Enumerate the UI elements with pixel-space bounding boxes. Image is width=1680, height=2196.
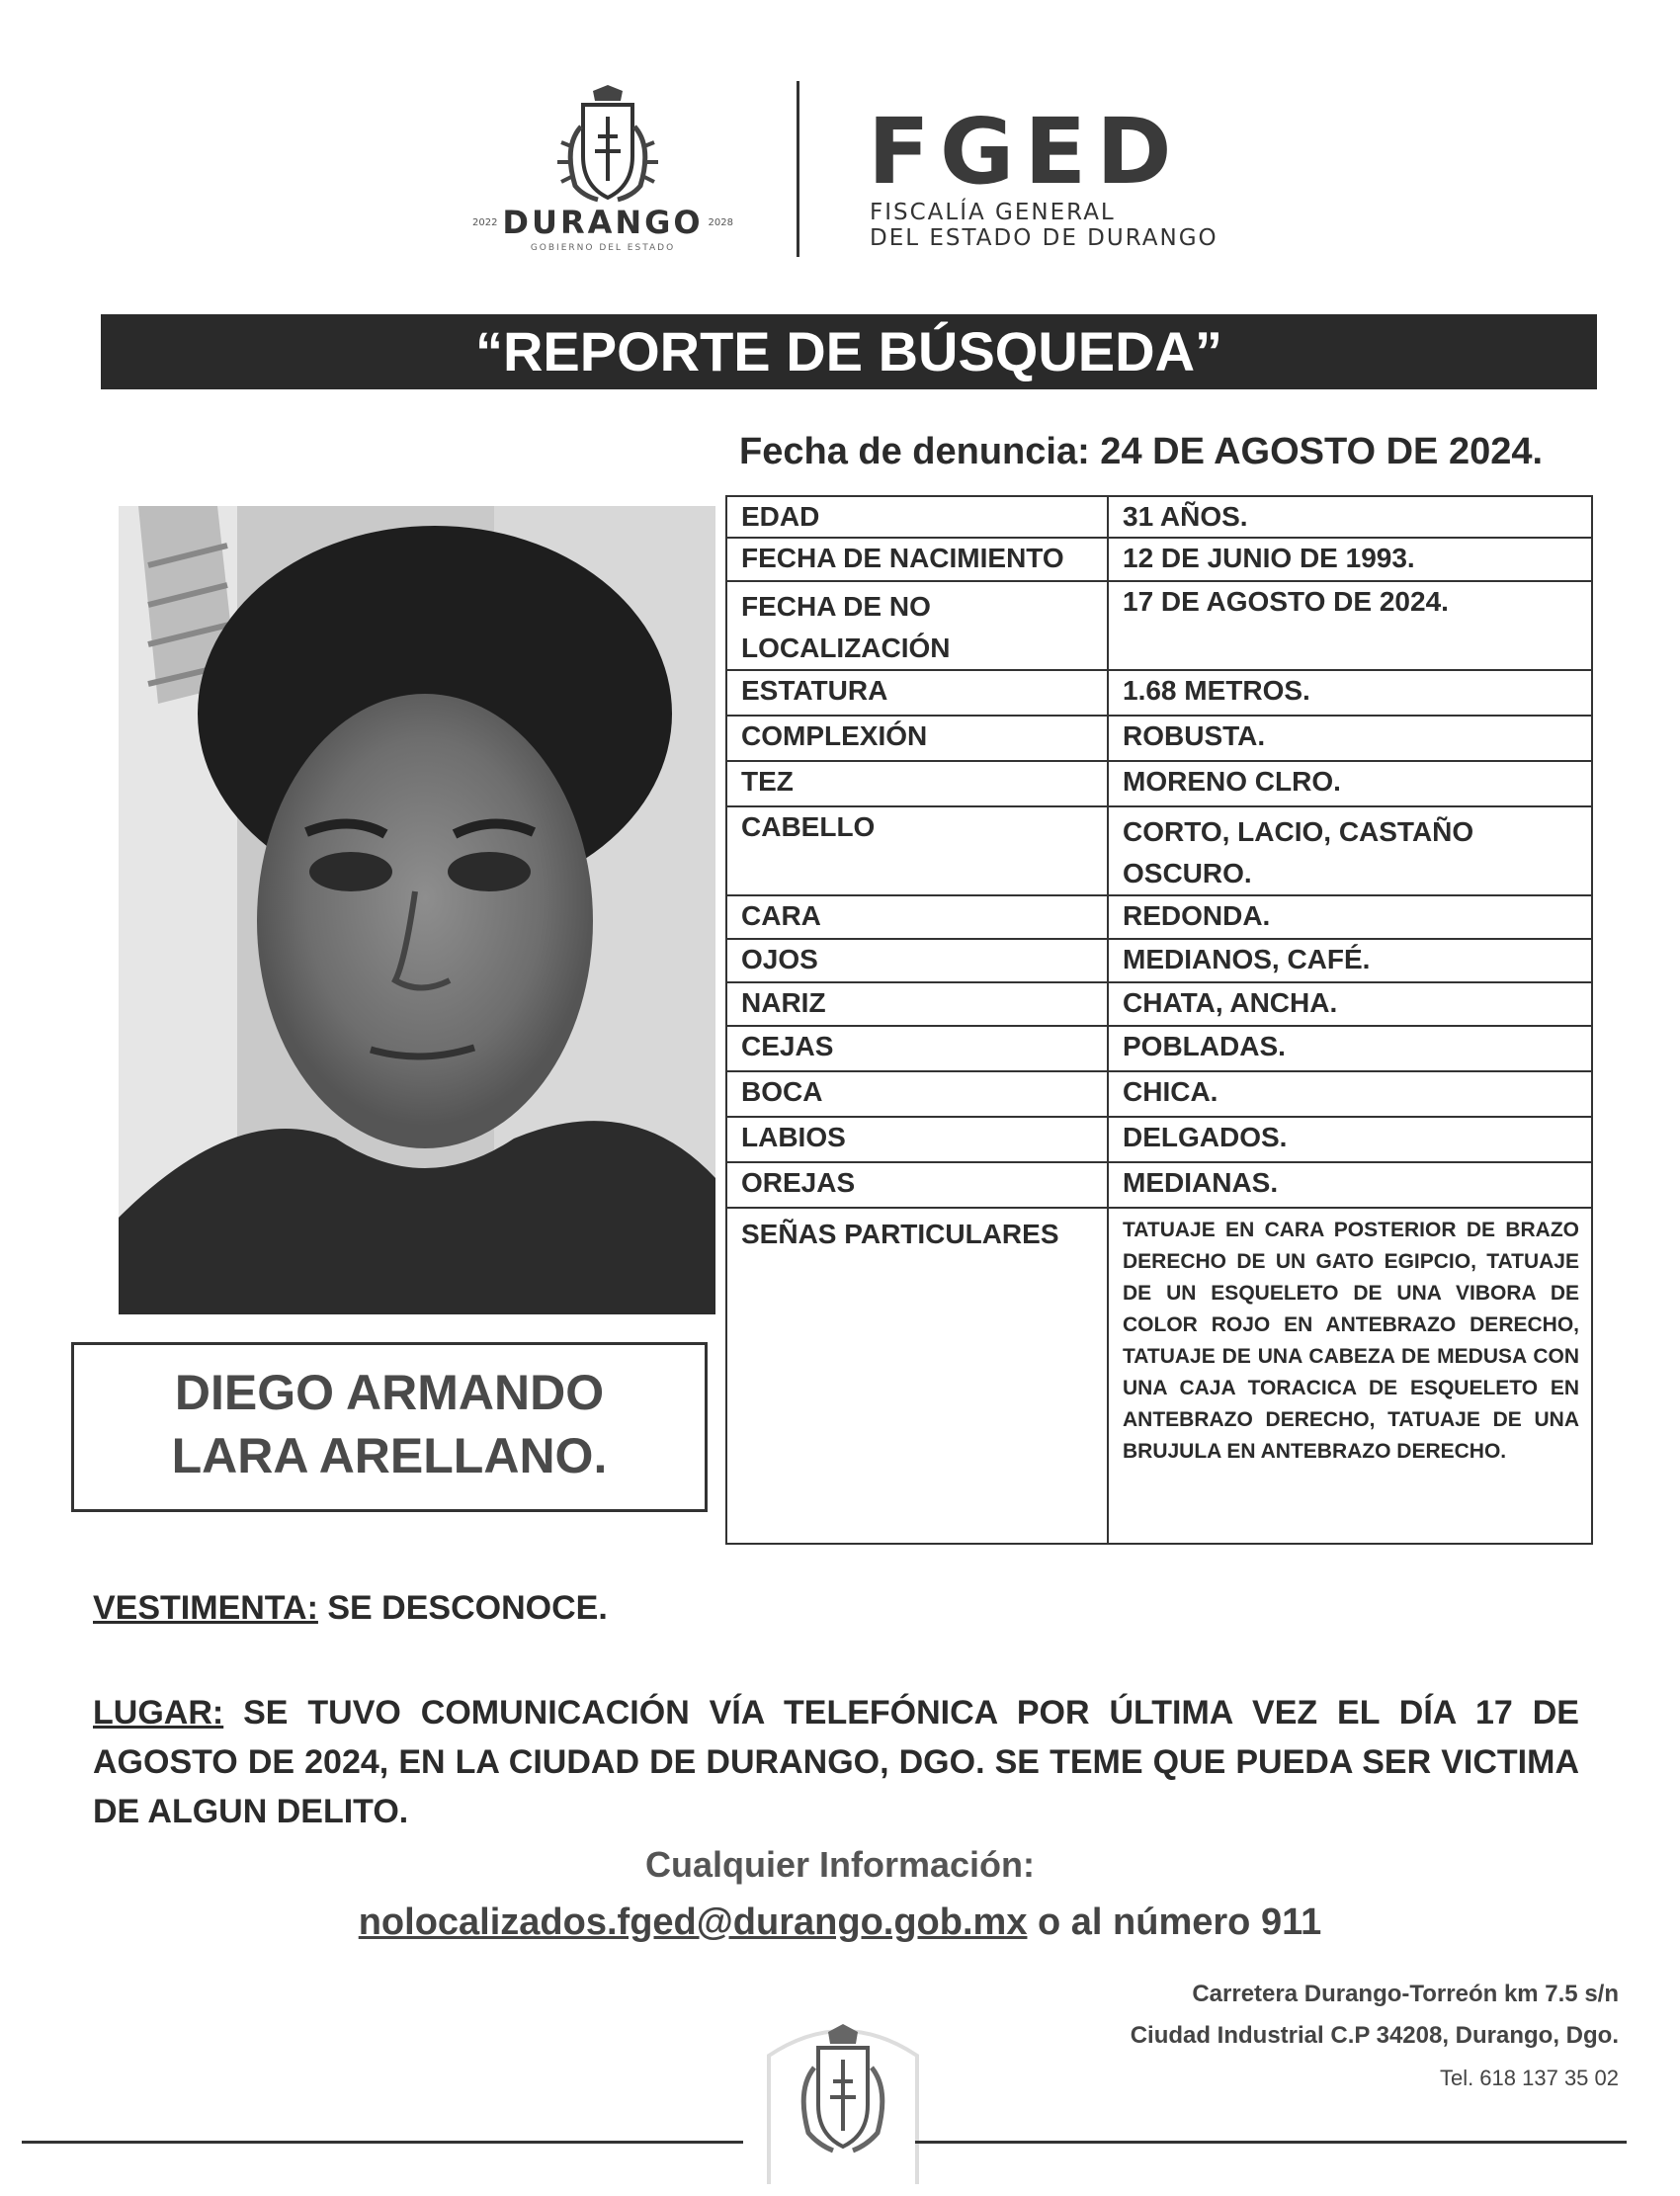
detail-label: CABELLO [726,806,1108,895]
fged-title: FGED [868,99,1182,205]
detail-label: BOCA [726,1071,1108,1117]
detail-label: CEJAS [726,1026,1108,1071]
footer-rule-right [915,2141,1627,2144]
header-divider [797,81,799,257]
detail-value: MORENO CLRO. [1108,761,1592,806]
table-row [726,538,1592,581]
detail-value: 1.68 METROS. [1108,670,1592,716]
state-coat-of-arms-icon [553,77,662,206]
report-title-banner: “REPORTE DE BÚSQUEDA” [101,314,1597,389]
address-line2: Ciudad Industrial C.P 34208, Durango, Dgo. [1130,2022,1619,2049]
detail-label: NARIZ [726,982,1108,1026]
detail-label: FECHA DE NACIMIENTO [726,538,1108,581]
person-name-line1: DIEGO ARMANDO [174,1365,605,1420]
table-row [726,982,1592,1026]
clothing-label: VESTIMENTA: [93,1589,318,1627]
table-row [726,496,1592,538]
state-coat-of-arms-icon [739,1986,947,2184]
logo-word: DURANGO [502,204,704,241]
detail-value: DELGADOS. [1108,1117,1592,1162]
logo-year-right: 2028 [708,217,733,228]
table-row [726,1162,1592,1208]
table-row [726,761,1592,806]
table-row [726,939,1592,982]
clothing-text: SE DESCONOCE. [317,1589,608,1627]
logo-subtitle: GOBIERNO DEL ESTADO [530,243,676,253]
detail-value: CHATA, ANCHA. [1108,982,1592,1026]
detail-label: OREJAS [726,1162,1108,1208]
detail-value: TATUAJE EN CARA POSTERIOR DE BRAZO DERECHO DE UN GATO EGIPCIO, TATUAJE DE UN ESQUELETO DE UNA VIBORA DE COLOR ROJO EN ANTEBRAZO DERECHO, TATUAJE DE UNA CABEZA DE MEDUSA CON UNA CAJA TORACICA DE ESQUELETO EN ANTEBRAZO DERECHO, TATUAJE DE UNA BRUJULA EN ANTEBRAZO DERECHO. [1108,1208,1592,1544]
contact-email-link[interactable]: nolocalizados.fged@durango.gob.mx [358,1901,1028,1943]
detail-value: MEDIANAS. [1108,1162,1592,1208]
table-row [726,806,1592,895]
person-name-box [71,1342,708,1512]
location-paragraph [93,1688,1579,1836]
fged-subtitle-line1: FISCALÍA GENERAL [870,200,1116,225]
detail-label: LABIOS [726,1117,1108,1162]
detail-value: REDONDA. [1108,895,1592,939]
detail-value: ROBUSTA. [1108,716,1592,761]
detail-value: 31 AÑOS. [1108,496,1592,538]
contact-heading: Cualquier Información: [644,1844,1036,1885]
location-label: LUGAR: [93,1694,224,1731]
detail-value: CORTO, LACIO, CASTAÑO OSCURO. [1108,806,1592,895]
detail-value: CHICA. [1108,1071,1592,1117]
table-row [726,581,1592,670]
detail-label: COMPLEXIÓN [726,716,1108,761]
detail-label: ESTATURA [726,670,1108,716]
detail-value: 17 DE AGOSTO DE 2024. [1108,581,1592,670]
contact-line [0,1901,1680,1944]
detail-label: FECHA DE NO LOCALIZACIÓN [726,581,1108,670]
detail-label: TEZ [726,761,1108,806]
clothing-line [93,1589,608,1628]
detail-value: 12 DE JUNIO DE 1993. [1108,538,1592,581]
detail-value: MEDIANOS, CAFÉ. [1108,939,1592,982]
table-row [726,1117,1592,1162]
durango-government-logo [464,77,741,265]
detail-label: SEÑAS PARTICULARES [726,1208,1108,1544]
address-line1: Carretera Durango-Torreón km 7.5 s/n [1192,1981,1619,2007]
table-row [726,1071,1592,1117]
logo-year-left: 2022 [472,217,498,228]
table-row [726,670,1592,716]
person-details-table [725,495,1593,1545]
contact-phone-text: o al número 911 [1027,1901,1322,1943]
detail-label: OJOS [726,939,1108,982]
table-row [726,1026,1592,1071]
detail-value: POBLADAS. [1108,1026,1592,1071]
person-name-line2: LARA ARELLANO. [171,1428,608,1483]
missing-person-photo [119,506,715,1314]
footer-rule-left [22,2141,743,2144]
detail-label: CARA [726,895,1108,939]
detail-label: EDAD [726,496,1108,538]
location-text: SE TUVO COMUNICACIÓN VÍA TELEFÓNICA POR ÚLTIMA VEZ EL DÍA 17 DE AGOSTO DE 2024, EN LA CIUDAD DE DURANGO, DGO. SE TEME QUE PUEDA SER VICTIMA DE ALGUN DELITO. [93,1694,1579,1830]
table-row [726,895,1592,939]
table-row [726,1208,1592,1544]
table-row [726,716,1592,761]
report-date: Fecha de denuncia: 24 DE AGOSTO DE 2024. [739,431,1544,472]
address-phone: Tel. 618 137 35 02 [1439,2066,1619,2090]
fged-subtitle-line2: DEL ESTADO DE DURANGO [870,225,1218,251]
